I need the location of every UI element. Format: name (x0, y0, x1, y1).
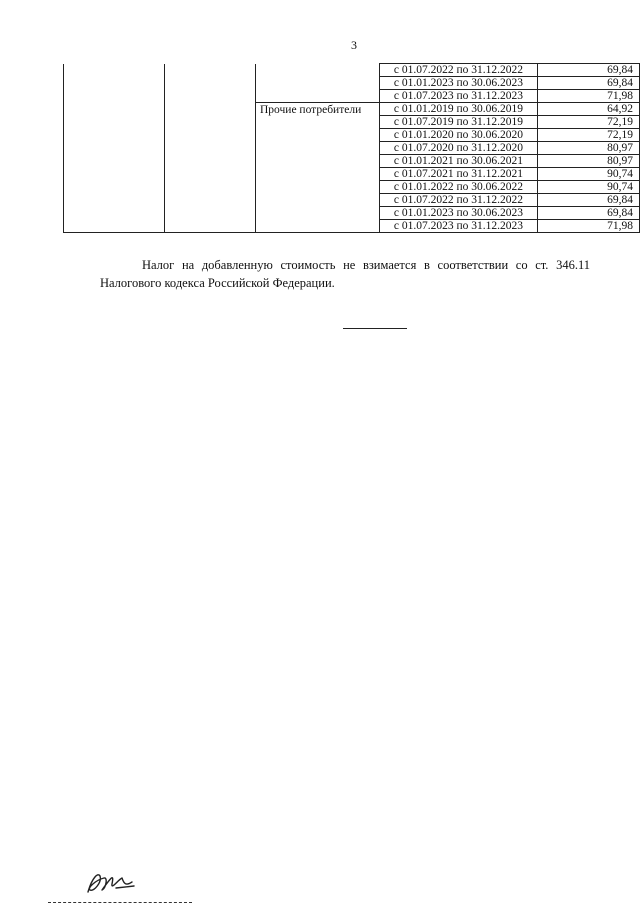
signature-icon (82, 866, 142, 900)
rate-cell: 69,84 (538, 64, 640, 77)
rate-cell: 69,84 (538, 194, 640, 207)
table-row (64, 64, 640, 77)
rate-cell: 80,97 (538, 142, 640, 155)
empty-cell (64, 64, 165, 233)
period-cell: с 01.01.2021 по 30.06.2021 (380, 155, 538, 168)
period-cell: с 01.01.2020 по 30.06.2020 (380, 129, 538, 142)
period-cell: с 01.07.2020 по 31.12.2020 (380, 142, 538, 155)
period-cell: с 01.07.2021 по 31.12.2021 (380, 168, 538, 181)
period-cell: с 01.01.2023 по 30.06.2023 (380, 207, 538, 220)
period-cell: с 01.01.2019 по 30.06.2019 (380, 103, 538, 116)
period-cell: с 01.01.2022 по 30.06.2022 (380, 181, 538, 194)
rate-cell: 90,74 (538, 181, 640, 194)
period-cell: с 01.07.2022 по 31.12.2022 (380, 64, 538, 77)
vat-footnote: Налог на добавленную стоимость не взимается в соответствии со ст. 346.11 Налогового кодекса Российской Федерации. (100, 258, 590, 290)
rate-cell: 72,19 (538, 116, 640, 129)
rate-cell: 71,98 (538, 220, 640, 233)
period-cell: с 01.01.2023 по 30.06.2023 (380, 77, 538, 90)
period-cell: с 01.07.2023 по 31.12.2023 (380, 90, 538, 103)
period-cell: с 01.07.2022 по 31.12.2022 (380, 194, 538, 207)
page-number: 3 (351, 38, 357, 52)
empty-cell (256, 64, 380, 103)
period-cell: с 01.07.2023 по 31.12.2023 (380, 220, 538, 233)
rate-cell: 72,19 (538, 129, 640, 142)
separator-line (343, 328, 407, 329)
period-cell: с 01.07.2019 по 31.12.2019 (380, 116, 538, 129)
tariff-table (63, 63, 640, 233)
rate-cell: 80,97 (538, 155, 640, 168)
empty-cell (165, 64, 256, 233)
rate-cell: 64,92 (538, 103, 640, 116)
rate-cell: 90,74 (538, 168, 640, 181)
rate-cell: 71,98 (538, 90, 640, 103)
consumer-category: Прочие потребители (256, 103, 380, 233)
signature-line (48, 902, 192, 903)
rate-cell: 69,84 (538, 77, 640, 90)
rate-cell: 69,84 (538, 207, 640, 220)
